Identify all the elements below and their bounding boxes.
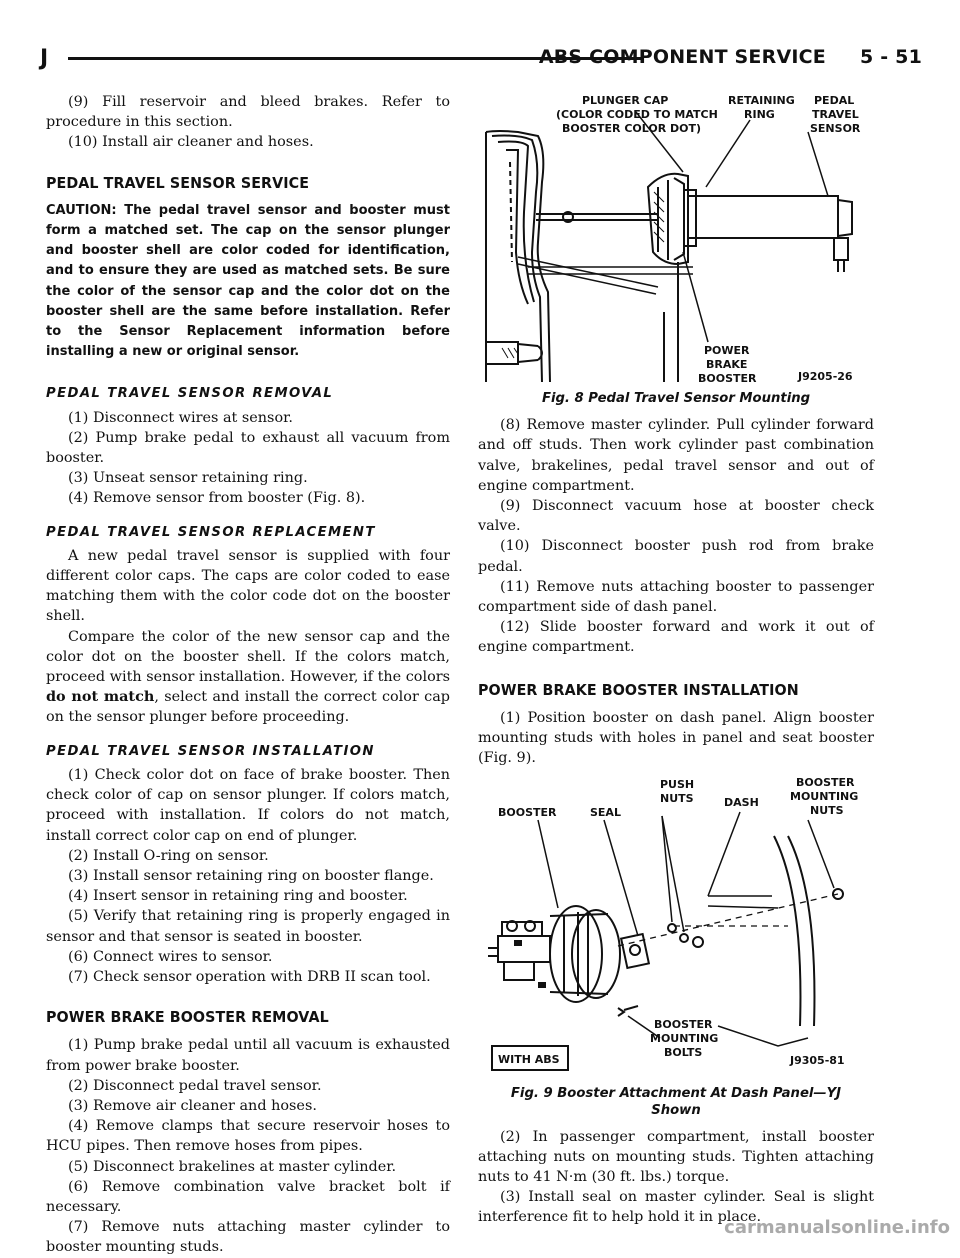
do-not-match-emphasis: do not match bbox=[46, 688, 155, 706]
booster-removal-step-12: (12) Slide booster forward and work it out of engine compartment. bbox=[478, 619, 874, 656]
fig8-caption: Fig. 8 Pedal Travel Sensor Mounting bbox=[541, 391, 811, 407]
fig9-caption-line-2: Shown bbox=[651, 1102, 701, 1118]
booster-removal-step-11: (11) Remove nuts attaching booster to passenger compartment side of dash panel. bbox=[478, 578, 874, 616]
fig8-code: J9205-26 bbox=[798, 370, 853, 382]
fig8-label-pedal-2: TRAVEL bbox=[812, 108, 859, 121]
fig8-label-power-1: POWER bbox=[704, 344, 750, 357]
fig9-illustration bbox=[478, 776, 874, 1076]
heading-booster-installation: POWER BRAKE BOOSTER INSTALLATION bbox=[478, 680, 799, 699]
fig9-caption bbox=[478, 1085, 874, 1119]
fig9-label-bmn-2: MOUNTING bbox=[790, 790, 859, 804]
install-step-2: (2) Install O-ring on sensor. bbox=[68, 847, 269, 864]
booster-install-step-1: (1) Position booster on dash panel. Align booster mounting studs with holes in panel and seat booster (Fig. 9). bbox=[478, 709, 874, 767]
install-step-7: (7) Check sensor operation with DRB II scan tool. bbox=[68, 968, 431, 985]
fig8-label-plunger-cap-1: PLUNGER CAP bbox=[582, 94, 669, 107]
page-title: ABS COMPONENT SERVICE 5 - 51 bbox=[538, 46, 922, 68]
fig9-caption-line-1: Fig. 9 Booster Attachment At Dash Panel—YJ bbox=[510, 1085, 842, 1101]
fig9-label-push-1: PUSH bbox=[660, 778, 695, 792]
heading-booster-removal: POWER BRAKE BOOSTER REMOVAL bbox=[46, 1008, 329, 1027]
fig9-label-bmn-3: NUTS bbox=[810, 804, 844, 818]
fig9-label-bmb-1: BOOSTER bbox=[654, 1018, 713, 1032]
fig9-label-bmn-1: BOOSTER bbox=[796, 776, 855, 790]
right-column bbox=[478, 92, 874, 1228]
heading-pts-service: PEDAL TRAVEL SENSOR SERVICE bbox=[46, 173, 310, 192]
replacement-para-2b: , select and install the correct color cap on the sensor plunger before proceeding. bbox=[46, 689, 450, 726]
removal-step-4: (4) Remove sensor from booster (Fig. 8). bbox=[68, 490, 366, 507]
fig8-label-pedal-3: SENSOR bbox=[810, 122, 861, 135]
booster-install-step-2: (2) In passenger compartment, install booster attaching nuts on mounting studs. Tighten attaching nuts to 41 N·m (30 ft. lbs.) torque. bbox=[478, 1128, 874, 1186]
booster-removal-step-4: (4) Remove clamps that secure reservoir hoses to HCU pipes. Then remove hoses from pipes. bbox=[46, 1118, 450, 1155]
removal-step-3: (3) Unseat sensor retaining ring. bbox=[68, 470, 308, 487]
install-step-4: (4) Insert sensor in retaining ring and booster. bbox=[68, 888, 408, 905]
replacement-para-2a: Compare the color of the new sensor cap and the color dot on the booster shell. If the colors match, proceed with sensor installation. However, if the colors bbox=[46, 628, 450, 686]
fig9-label-bmb-2: MOUNTING bbox=[650, 1032, 719, 1046]
booster-removal-step-9: (9) Disconnect vacuum hose at booster check valve. bbox=[478, 498, 874, 535]
fig9-label-bmb-3: BOLTS bbox=[664, 1046, 703, 1060]
fig8-label-power-2: BRAKE bbox=[706, 358, 748, 371]
section-letter: J bbox=[40, 46, 49, 71]
install-step-5: (5) Verify that retaining ring is properly engaged in sensor and that sensor is seated in booster. bbox=[46, 908, 450, 945]
replacement-para-1: A new pedal travel sensor is supplied with four different color caps. The caps are color coded to ease matching them with the color code dot on the booster shell. bbox=[46, 547, 450, 625]
fig9-label-with-abs: WITH ABS bbox=[498, 1053, 560, 1067]
figure-8 bbox=[478, 92, 874, 407]
left-column bbox=[46, 92, 450, 1258]
fig8-label-pedal-1: PEDAL bbox=[814, 94, 855, 107]
fig9-label-push-2: NUTS bbox=[660, 792, 694, 806]
intro-step-10: (10) Install air cleaner and hoses. bbox=[68, 134, 314, 151]
fig9-label-booster: BOOSTER bbox=[498, 806, 557, 820]
booster-removal-step-2: (2) Disconnect pedal travel sensor. bbox=[68, 1077, 322, 1094]
install-step-6: (6) Connect wires to sensor. bbox=[68, 948, 273, 965]
fig9-label-seal: SEAL bbox=[590, 806, 621, 820]
removal-step-1: (1) Disconnect wires at sensor. bbox=[68, 409, 293, 426]
booster-removal-step-10: (10) Disconnect booster push rod from brake pedal. bbox=[478, 538, 874, 575]
install-step-3: (3) Install sensor retaining ring on booster flange. bbox=[68, 867, 434, 884]
heading-pts-removal: PEDAL TRAVEL SENSOR REMOVAL bbox=[46, 386, 334, 402]
install-step-1: (1) Check color dot on face of brake booster. Then check color of cap on sensor plunger. If colors match, proceed with installation. If colors do not match, install correct color cap on end of plunger. bbox=[46, 766, 450, 844]
fig8-label-plunger-cap-3: BOOSTER COLOR DOT) bbox=[562, 122, 702, 135]
heading-pts-replacement: PEDAL TRAVEL SENSOR REPLACEMENT bbox=[46, 524, 376, 540]
figure-9 bbox=[478, 776, 874, 1118]
fig9-code: J9305-81 bbox=[790, 1054, 845, 1068]
fig8-label-power-3: BOOSTER bbox=[698, 372, 757, 382]
fig9-label-dash: DASH bbox=[724, 796, 759, 810]
booster-removal-step-1: (1) Pump brake pedal until all vacuum is exhausted from power brake booster. bbox=[46, 1037, 450, 1074]
fig8-label-plunger-cap-2: (COLOR CODED TO MATCH bbox=[556, 108, 718, 121]
watermark: carmanualsonline.info bbox=[724, 1217, 950, 1238]
replacement-para-2 bbox=[46, 627, 450, 728]
fig8-illustration bbox=[478, 92, 874, 382]
booster-removal-step-5: (5) Disconnect brakelines at master cylinder. bbox=[68, 1158, 397, 1175]
booster-removal-step-3: (3) Remove air cleaner and hoses. bbox=[68, 1097, 317, 1114]
booster-install-step-3: (3) Install seal on master cylinder. Seal is slight interference fit to help hold it in place. bbox=[478, 1189, 874, 1226]
removal-step-2: (2) Pump brake pedal to exhaust all vacuum from booster. bbox=[46, 429, 450, 467]
booster-removal-step-7: (7) Remove nuts attaching master cylinder to booster mounting studs. bbox=[46, 1219, 450, 1256]
intro-step-9: (9) Fill reservoir and bleed brakes. Refer to procedure in this section. bbox=[46, 94, 450, 131]
heading-pts-installation: PEDAL TRAVEL SENSOR INSTALLATION bbox=[46, 743, 375, 759]
fig8-label-retaining-1: RETAINING bbox=[728, 94, 795, 107]
booster-removal-step-8: (8) Remove master cylinder. Pull cylinder forward and off studs. Then work cylinder past combination valve, brakelines, pedal travel sensor and out of engine compartment. bbox=[478, 417, 874, 494]
booster-removal-step-6: (6) Remove combination valve bracket bolt if necessary. bbox=[46, 1178, 450, 1215]
fig8-label-retaining-2: RING bbox=[744, 108, 775, 121]
page-header bbox=[40, 44, 922, 74]
caution-text: CAUTION: The pedal travel sensor and booster must form a matched set. The cap on the sensor plunger and booster shell are color coded for identification, and to ensure they are used as matched sets. Be sure the color of the sensor cap and the color dot on the booster shell are the same before installation. Refer to the Sensor Replacement information before installing a new or original sensor. bbox=[46, 202, 450, 360]
